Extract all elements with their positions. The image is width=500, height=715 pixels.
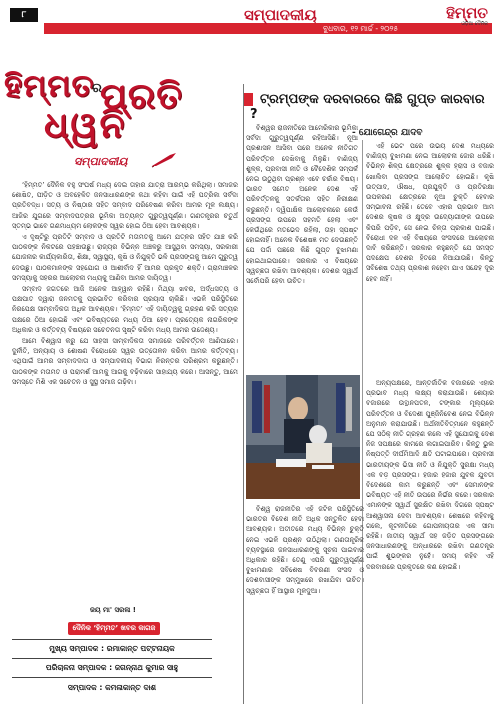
article-headline-text: ଟ୍ରମ୍ପଙ୍କ ଦରବାରରେ କିଛି ଗୁପ୍ତ କାରବାର ? <box>250 92 485 122</box>
editorial-paragraph: ଆମେ ବିଶ୍ୱାସ କରୁ ଯେ ସାହସୀ ସାମ୍ବାଦିକତା ସମାଜରେ ପରିବର୍ତ୍ତନ ଆଣିପାରେ। ଦୁର୍ନୀତି, ଅନ୍ୟାୟ ଓ ଶୋଷଣ ବିରୋଧରେ ସ୍ୱର ଉତ୍ତୋଳନ କରିବା ଆମର କର୍ତ୍ତବ୍ୟ। ଏଥିପାଇଁ ଆମର ସମ୍ବାଦଦାତା ଓ ସମ୍ପାଦକୀୟ ବିଭାଗ ନିରନ୍ତର ପରିଶ୍ରମ କରୁଛନ୍ତି। ପାଠକଙ୍କ ମତାମତ ଓ ପରାମର୍ଶ ଆମକୁ ଆଗକୁ ବଢ଼ିବାରେ ସାହାଯ୍ୟ କରେ। ଆସନ୍ତୁ, ଆମେ ସମସ୍ତେ ମିଶି ଏକ ସଚେତନ ଓ ସୁସ୍ଥ ସମାଜ ଗଢ଼ିବା। <box>12 337 238 386</box>
logo-subtext: ଓଡ଼ିଆ ଦୈନିକ <box>461 21 488 27</box>
newspaper-logo <box>446 4 488 27</box>
article-paragraph: ଏହି ଭେଟ ପରେ ଉଭୟ ଦେଶ ମଧ୍ୟରେ ବାଣିଜ୍ୟ ବୁଝାମଣା ନେଇ ଆଲୋଚନା ଜୋର ଧରିଛି। ବିଭିନ୍ନ ଶିଳ୍ପ କ୍ଷେତ୍ରରେ ଶୁଳ୍କ ହ୍ରାସ ଓ ବଜାର ଖୋଲିବା ପ୍ରସଙ୍ଗ ଆଲୋଚିତ ହୋଇଛି। କୃଷି ଉତ୍ପାଦ, ଔଷଧ, ପ୍ରଯୁକ୍ତି ଓ ପ୍ରତିରକ୍ଷା ଉପକରଣ କ୍ଷେତ୍ରରେ ନୂଆ ଚୁକ୍ତି ହେବାର ସମ୍ଭାବନା ରହିଛି। ତେବେ ଏହାର ପ୍ରଭାବ ଆମ ଦେଶର କୃଷକ ଓ କ୍ଷୁଦ୍ର ଉଦ୍ୟୋଗୀଙ୍କ ଉପରେ କିପରି ପଡ଼ିବ, ସେ ନେଇ ଚିନ୍ତା ପ୍ରକାଶ ପାଇଛି। ବିରୋଧୀ ଦଳ ଏହି ବିଷୟରେ ସଂସଦରେ ଆଲୋଚନା ଦାବି କରିଛନ୍ତି। ସରକାର କହୁଛନ୍ତି ଯେ ସମସ୍ତ ପଦକ୍ଷେପ ଦେଶର ହିତରେ ନିଆଯାଉଛି। କିନ୍ତୁ ସବିଶେଷ ତଥ୍ୟ ପ୍ରକାଶ ନହେବା ଯାଏ ସନ୍ଦେହ ଦୂର ହେବ ନାହିଁ। <box>366 142 494 283</box>
page-header <box>8 4 492 34</box>
quill-pen-icon <box>150 152 178 168</box>
article-column-a <box>246 123 358 371</box>
article-paragraph: ବିଶ୍ୱ ରାଜନୀତିର ଏହି ଜଟିଳ ପରିସ୍ଥିତିରେ ଭାରତର ବିଦେଶ ନୀତି ଅଧିକ ସନ୍ତୁଳିତ ହେବା ଆବଶ୍ୟକ। ଅତୀତରେ ମଧ୍ୟ ବିଭିନ୍ନ ଚୁକ୍ତି ନେଇ ଏଭଳି ପ୍ରଶ୍ନ ଉଠିଥିଲା। ଗଣତାନ୍ତ୍ରିକ ବ୍ୟବସ୍ଥାରେ ଜନସାଧାରଣଙ୍କୁ ସୂଚନା ପାଇବାର ଅଧିକାର ରହିଛି। ତେଣୁ ଏପରି ଗୁରୁତ୍ୱପୂର୍ଣ୍ଣ ବୁଝାମଣାର ସବିଶେଷ ବିବରଣୀ ସଂସଦ ଓ ଦେଶବାସୀଙ୍କ ସମ୍ମୁଖରେ ରଖାଯିବା ଉଚିତ। ସ୍ୱଚ୍ଛତା ହିଁ ଆସ୍ଥାର ମୂଳଦୁଆ। <box>246 505 364 595</box>
credits-rule <box>12 677 212 678</box>
logo-text: ହିମ୍ମତ <box>446 4 488 22</box>
managing-editor-line: ପରିଚାଳନା ସମ୍ପାଦକ : ଜଗନ୍ନାଥ କୁମାର ସାହୁ <box>45 663 179 672</box>
editorial-paragraph: ସମ୍ବାଦ ଜଗତରେ ଆଜି ଅନେକ ଆହ୍ୱାନ ରହିଛି। ମିଥ୍ୟା ଖବର, ଅର୍ଦ୍ଧସତ୍ୟ ଓ ପକ୍ଷପାତ ଦ୍ୱାରା ଜନମତକୁ ପ୍ରଭାବିତ କରିବାର ପ୍ରୟାସ ଚାଲିଛି। ଏଭଳି ପରିସ୍ଥିତିରେ ନିରପେକ୍ଷ ସାମ୍ବାଦିକତା ଅଧିକ ଆବଶ୍ୟକ। ‘ହିମ୍ମତ’ ଏହି ଦାୟିତ୍ୱକୁ ଗ୍ରହଣ କରି ସତ୍ୟର ପକ୍ଷରେ ଠିଆ ହୋଇଛି ଏବଂ ଭବିଷ୍ୟତରେ ମଧ୍ୟ ଠିଆ ହେବ। ପ୍ରତ୍ୟେକ ନାଗରିକଙ୍କ ଅଧିକାର ଓ କର୍ତ୍ତବ୍ୟ ବିଷୟରେ ସଚେତନତା ସୃଷ୍ଟି କରିବା ମଧ୍ୟ ଆମର ଉଦ୍ଦେଶ୍ୟ। <box>12 285 238 334</box>
article-column-b <box>366 141 494 371</box>
page-number: ୮ <box>10 8 38 22</box>
editorial-signoff: ଜୟ ମା' ସରଳା ! <box>90 606 136 614</box>
editorial-masthead <box>4 68 236 176</box>
article-column-d <box>366 378 494 704</box>
credits-rule <box>12 658 212 659</box>
article-paragraph: ବିଶ୍ୱର ରାଜନୀତିରେ ଆମେରିକାର ଭୂମିକା ସର୍ବଦା ଗୁରୁତ୍ୱପୂର୍ଣ୍ଣ ରହିଆସିଛି। ନୂଆ ପ୍ରଶାସନ ଆସିବା ପରେ ଅନେକ ନୀତିଗତ ପରିବର୍ତ୍ତନ ଦେଖିବାକୁ ମିଳୁଛି। ବାଣିଜ୍ୟ ଶୁଳ୍କ, ପ୍ରବାସୀ ନୀତି ଓ ବୈଦେଶିକ ସମ୍ପର୍କ ନେଇ ଉଠୁଥିବା ପ୍ରଶ୍ନ ଏବେ ଚର୍ଚ୍ଚାର ବିଷୟ। ଭାରତ ସମେତ ଅନେକ ଦେଶ ଏହି ପରିବର୍ତ୍ତନକୁ ସତର୍କତାର ସହିତ ନିରୀକ୍ଷଣ କରୁଛନ୍ତି। ଦ୍ୱିପାକ୍ଷିକ ଆଲୋଚନାରେ କେଉଁ ପ୍ରସଙ୍ଗ ଉପରେ ସହମତି ହେଲା ଏବଂ କେଉଁଥିରେ ମତଭେଦ ରହିଲା, ତାହା ସ୍ପଷ୍ଟ ହୋଇନାହିଁ। ଅନେକ ବିଶେଷଜ୍ଞ ମତ ଦେଉଛନ୍ତି ଯେ ପର୍ଦ୍ଦା ପଛରେ କିଛି ଗୁପ୍ତ ବୁଝାମଣା ହୋଇଥାଇପାରେ। ସରକାର ଏ ବିଷୟରେ ସ୍ୱଚ୍ଛତା ରଖିବା ଆବଶ୍ୟକ। ଦେଶର ସ୍ୱାର୍ଥ ସର୍ବୋପରି ହେବା ଉଚିତ। <box>246 124 358 286</box>
article-byline: - ଯୋଗେନ୍ଦ୍ର ଯାଦବ <box>352 128 423 138</box>
masthead-word-1: ହିମ୍ମତ <box>4 68 95 104</box>
credits-rule <box>12 639 212 640</box>
masthead-tagline: ସମ୍ପାଦକୀୟ <box>74 155 128 168</box>
issue-date: ବୁଧବାର, ୧୨ ମାର୍ଚ୍ଚ - ୨୦୨୫ <box>322 24 398 33</box>
editor-line: ସମ୍ପାଦକ : କମଳାକାନ୍ତ ଦାଶ <box>67 683 157 692</box>
credits-caption: ଦୈନିକ ‘ହିମ୍ମତ’ ଖବର କାଗଜ <box>68 622 160 635</box>
article-headline <box>250 92 486 122</box>
masthead-word-3: ଧ୍ୱନି <box>44 105 127 146</box>
header-bar <box>44 23 492 34</box>
editorial-body <box>12 180 238 600</box>
article-paragraph: ଅନ୍ୟପକ୍ଷରେ, ଆନ୍ତର୍ଜାତିକ ବଜାରରେ ଏହାର ପ୍ରଭାବ ମଧ୍ୟ ଲକ୍ଷ୍ୟ କରାଯାଉଛି। ଶେୟାର ବଜାରରେ ଉତ୍ଥାନପତନ, ଟଙ୍କାର ମୂଲ୍ୟରେ ପରିବର୍ତ୍ତନ ଓ ବିଦେଶୀ ପୁଞ୍ଜିନିବେଶ ନେଇ ବିଭିନ୍ନ ଅନୁମାନ କରାଯାଉଛି। ଅର୍ଥନୀତିବିତ୍‌ମାନେ କହୁଛନ୍ତି ଯେ ସଠିକ୍ ନୀତି ଗ୍ରହଣ କଲେ ଏହି ସୁଯୋଗକୁ ଦେଶ ନିଜ ସପକ୍ଷରେ କାମରେ ଲଗାଇପାରିବ। କିନ୍ତୁ ଭୁଲ ନିଷ୍ପତ୍ତି ଦୀର୍ଘମିଆଦି କ୍ଷତି ଘଟାଇପାରେ। ପ୍ରବାସୀ ଭାରତୀୟଙ୍କ ଭିସା ନୀତି ଓ ନିଯୁକ୍ତି ସୁରକ୍ଷା ମଧ୍ୟ ଏକ ବଡ଼ ପ୍ରସଙ୍ଗ। ହଜାର ହଜାର ଯୁବକ ଯୁବତୀ ବିଦେଶରେ କାମ କରୁଛନ୍ତି ଏବଂ ସେମାନଙ୍କ ଭବିଷ୍ୟତ ଏହି ନୀତି ଉପରେ ନିର୍ଭର କରେ। ସରକାର ଏମାନଙ୍କ ସ୍ୱାର୍ଥ ସୁରକ୍ଷିତ ରଖିବା ଦିଗରେ ସ୍ପଷ୍ଟ ଆଶ୍ୱାସନା ଦେବା ଆବଶ୍ୟକ। ଶେଷରେ କହିବାକୁ ଗଲେ, କୂଟନୀତିରେ ଗୋପନୀୟତାର ଏକ ସୀମା ରହିଛି। ଜାତୀୟ ସ୍ୱାର୍ଥ ସହ ଜଡ଼ିତ ପ୍ରସଙ୍ଗରେ ଜନସାଧାରଣଙ୍କୁ ଅନ୍ଧାରରେ ରଖିବା ଗଣତନ୍ତ୍ର ପାଇଁ ଶୁଭଙ୍କର ନୁହେଁ। ସମୟ କହିବ ଏହି ଦରବାରରେ ପ୍ରକୃତରେ କଣ ହୋଇଛି। <box>366 379 494 571</box>
article-photo-image <box>246 375 360 499</box>
chief-editor-line: ମୁଖ୍ୟ ସମ୍ପାଦକ : ରମାକାନ୍ତ ପଟ୍ଟନାୟକ <box>49 644 175 653</box>
article-column-c <box>246 504 364 704</box>
article-photo <box>246 375 360 499</box>
masthead-connector: ର <box>92 81 102 96</box>
column-divider <box>243 84 244 704</box>
section-title: ସମ୍ପାଦକୀୟ <box>244 6 317 24</box>
editorial-paragraph: ‘ହିମ୍ମତ’ ଦୈନିକ ବହୁ ସଂଘର୍ଷ ମଧ୍ୟ ଦେଇ ତାହାର ଯାତ୍ରା ଆରମ୍ଭ କରିଥିଲା। ସମାଜର ଶୋଷିତ, ପୀଡ଼ିତ ଓ ଅବହେଳିତ ଜନସାଧାରଣଙ୍କ କଥା କହିବା ପାଇଁ ଏହି ପତ୍ରିକା ସର୍ବଦା ପ୍ରତିବଦ୍ଧ। ସତ୍ୟ ଓ ନିଷ୍ଠାର ସହିତ ସମ୍ବାଦ ପରିବେଷଣ କରିବା ଆମର ମୂଳ ଲକ୍ଷ୍ୟ। ଆଜିର ଯୁଗରେ ସମ୍ବାଦପତ୍ରର ଭୂମିକା ଅତ୍ୟନ୍ତ ଗୁରୁତ୍ୱପୂର୍ଣ୍ଣ। ଗଣତନ୍ତ୍ରର ଚତୁର୍ଥ ସ୍ତମ୍ଭ ଭାବେ ଗଣମାଧ୍ୟମ ଲୋକଙ୍କ ସ୍ୱର ହୋଇ ଠିଆ ହେବା ଆବଶ୍ୟକ। <box>12 181 238 230</box>
masthead-word-2: ପ୍ରତି <box>100 76 183 117</box>
credits-box <box>12 622 212 702</box>
editorial-paragraph: ଏ ଦୃଷ୍ଟିରୁ ପ୍ରତିଟି ସମ୍ବାଦ ଓ ପ୍ରତିଟି ମତାମତକୁ ଆମେ ଯତ୍ନର ସହିତ ଯାଞ୍ଚ କରି ପାଠକଙ୍କ ନିକଟରେ ପହଞ୍ଚାଉଛୁ। ରାଜ୍ୟର ବିଭିନ୍ନ ଅଞ୍ଚଳରୁ ଆସୁଥିବା ସମସ୍ୟା, ସରକାରୀ ଯୋଜନାର କାର୍ଯ୍ୟକାରିତା, ଶିକ୍ଷା, ସ୍ୱାସ୍ଥ୍ୟ, କୃଷି ଓ ନିଯୁକ୍ତି ଭଳି ପ୍ରସଙ୍ଗକୁ ଆମେ ଗୁରୁତ୍ୱ ଦେଉଛୁ। ପାଠକମାନଙ୍କ ସହଯୋଗ ଓ ଆଶୀର୍ବାଦ ହିଁ ଆମର ପ୍ରକୃତ ଶକ୍ତି। ଗ୍ରାମାଞ୍ଚଳର ସମସ୍ୟାକୁ ସହରର ଆଲୋଚନା ମଧ୍ୟକୁ ଆଣିବା ଆମର ଦାୟିତ୍ୱ। <box>12 233 238 282</box>
